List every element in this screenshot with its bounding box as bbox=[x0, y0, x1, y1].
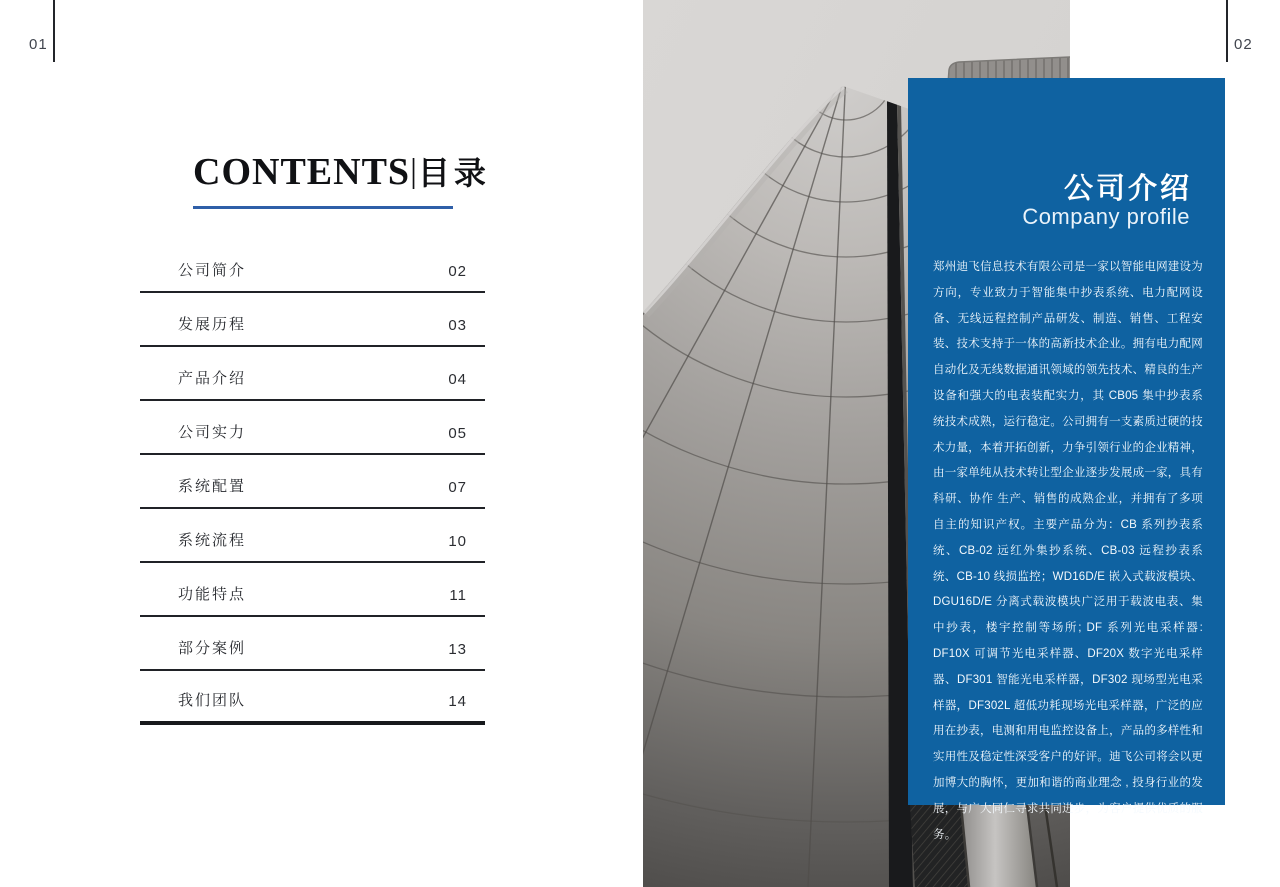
toc-entry-page: 11 bbox=[449, 587, 467, 604]
toc-entry-label: 发展历程 bbox=[178, 316, 247, 333]
contents-title-en: CONTENTS bbox=[193, 151, 411, 193]
toc-row bbox=[140, 455, 485, 509]
toc-entry-page: 14 bbox=[448, 693, 467, 710]
toc-entry-label: 我们团队 bbox=[178, 692, 247, 709]
toc-entry-page: 03 bbox=[448, 317, 467, 334]
toc-row bbox=[140, 347, 485, 401]
toc-entry-label: 产品介绍 bbox=[178, 370, 247, 387]
toc-entry-label: 部分案例 bbox=[178, 640, 247, 657]
toc-entry-page: 05 bbox=[448, 425, 467, 442]
toc-row bbox=[140, 563, 485, 617]
toc-row bbox=[140, 509, 485, 563]
toc-entry-page: 10 bbox=[448, 533, 467, 550]
toc-entry-label: 公司简介 bbox=[178, 262, 247, 279]
contents-title-cn: 目录 bbox=[417, 154, 490, 192]
toc-entry-label: 系统流程 bbox=[178, 532, 247, 549]
toc-row bbox=[140, 671, 485, 725]
toc-row bbox=[140, 617, 485, 671]
toc-row bbox=[140, 239, 485, 293]
toc-entry-label: 功能特点 bbox=[178, 586, 247, 603]
toc-entry-page: 02 bbox=[448, 263, 467, 280]
table-of-contents bbox=[140, 239, 485, 725]
left-page-number: 01 bbox=[29, 36, 48, 53]
title-underline bbox=[193, 206, 453, 209]
contents-title-divider: | bbox=[410, 153, 418, 190]
toc-entry-page: 07 bbox=[448, 479, 467, 496]
toc-row bbox=[140, 401, 485, 455]
toc-entry-page: 13 bbox=[448, 641, 467, 658]
toc-entry-label: 公司实力 bbox=[178, 424, 247, 441]
toc-entry-page: 04 bbox=[448, 371, 467, 388]
toc-entry-label: 系统配置 bbox=[178, 478, 247, 495]
right-corner-rule bbox=[1226, 0, 1228, 62]
right-page-number: 02 bbox=[1234, 36, 1253, 53]
company-profile-panel bbox=[908, 78, 1225, 841]
company-profile-text: 郑州迪飞信息技术有限公司是一家以智能电网建设为方向，专业致力于智能集中抄表系统、电力配网设备、无线远程控制产品研发、制造、销售、工程安装、技术支持于一体的高新技术企业。拥有电力配网自动化及无线数据通讯领域的领先技术、精良的生产设备和强大的电表装配实力，其 CB05 集中抄表系统技术成熟，运行稳定。公司拥有一支素质过硬的技术力量，本着开拓创新，力争引领行业的企业精神，由一家单纯从技术转让型企业逐步发展成一家，具有科研、协作 生产、销售的成熟企业，并拥有了多项自主的知识产权。主要产品分为：CB 系列抄表系统、CB-02 远红外集抄系统、CB-03 远程抄表系统、CB-10 线损监控；WD16D/E 嵌入式载波模块、DGU16D/E 分离式载波模块广泛用于载波电表、集中抄表，楼宇控制等场所; DF 系列光电采样器: DF10X 可调节光电采样器、DF20X 数字光电采样器、DF301 智能光电采样器，DF302 现场型光电采样器，DF302L 超低功耗现场光电采样器，广泛的应用在抄表，电测和用电监控设备上，产品的多样性和实用性及稳定性深受客户的好评。迪飞公司将会以更加博大的胸怀，更加和谐的商业理念 , 投身行业的发展，与广大同仁寻求共同进步，为客户提供优质的服务。 bbox=[933, 261, 1203, 841]
toc-row bbox=[140, 293, 485, 347]
left-corner-rule bbox=[53, 0, 55, 62]
contents-title bbox=[193, 150, 490, 196]
panel-title-cn: 公司介绍 bbox=[1063, 173, 1192, 205]
panel-title-en: Company profile bbox=[1022, 204, 1190, 229]
